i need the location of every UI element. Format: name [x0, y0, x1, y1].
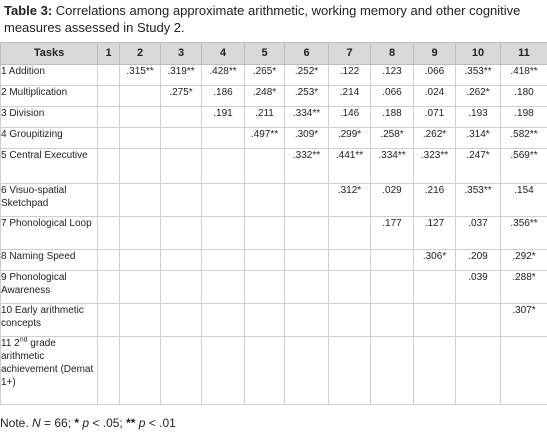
correlation-cell [202, 149, 245, 184]
correlation-cell [120, 149, 161, 184]
correlation-cell [371, 337, 414, 405]
correlation-cell: .309* [285, 128, 329, 149]
correlation-cell: .177 [371, 217, 414, 250]
correlation-cell: .066 [414, 65, 456, 86]
correlation-cell: .319** [161, 65, 202, 86]
correlation-cell [98, 271, 120, 304]
correlation-cell [329, 304, 371, 337]
correlation-cell: .039 [456, 271, 501, 304]
correlation-cell [98, 337, 120, 405]
task-label: 2 Multiplication [1, 86, 98, 107]
correlation-cell [202, 271, 245, 304]
correlation-cell [120, 184, 161, 217]
correlation-cell: .248* [245, 86, 285, 107]
table-caption [4, 2, 544, 36]
note-p2-label: p [135, 416, 146, 430]
task-label: 8 Naming Speed [1, 250, 98, 271]
correlation-cell [120, 128, 161, 149]
correlation-cell [98, 250, 120, 271]
correlation-cell: .323** [414, 149, 456, 184]
correlation-cell: .353** [456, 65, 501, 86]
correlation-cell [120, 271, 161, 304]
correlation-cell: .122 [329, 65, 371, 86]
correlation-cell: .180 [501, 86, 547, 107]
correlation-cell: .127 [414, 217, 456, 250]
correlation-cell [120, 250, 161, 271]
table-note [0, 416, 176, 430]
correlation-cell: .262* [456, 86, 501, 107]
correlation-cell [161, 217, 202, 250]
correlation-cell: .209 [456, 250, 501, 271]
task-label: 5 Central Executive [1, 149, 98, 184]
correlation-cell [245, 250, 285, 271]
correlation-cell: .582** [501, 128, 547, 149]
note-star2: ** [126, 416, 136, 430]
correlation-cell: .428** [202, 65, 245, 86]
correlation-cell: .497** [245, 128, 285, 149]
header-col-2: 2 [120, 43, 161, 65]
correlation-cell [329, 250, 371, 271]
correlation-cell: .441** [329, 149, 371, 184]
correlation-cell [202, 184, 245, 217]
correlation-cell: .193 [456, 107, 501, 128]
correlation-cell: .186 [202, 86, 245, 107]
correlation-cell: .315** [120, 65, 161, 86]
correlation-cell: .188 [371, 107, 414, 128]
correlation-cell: .252* [285, 65, 329, 86]
task-label: 1 Addition [1, 65, 98, 86]
correlation-cell [161, 149, 202, 184]
correlation-cell: .253* [285, 86, 329, 107]
correlation-cell: .037 [456, 217, 501, 250]
table-row [1, 184, 547, 217]
correlation-cell [285, 337, 329, 405]
correlation-cell [501, 337, 547, 405]
correlation-cell [98, 107, 120, 128]
correlation-cell: .334** [285, 107, 329, 128]
correlation-cell: .123 [371, 65, 414, 86]
correlation-cell [285, 271, 329, 304]
correlation-cell [161, 337, 202, 405]
correlation-cell [329, 337, 371, 405]
header-col-7: 7 [329, 43, 371, 65]
task-label: 4 Groupitizing [1, 128, 98, 149]
correlation-cell [98, 304, 120, 337]
correlation-cell: .299* [329, 128, 371, 149]
correlation-cell: .211 [245, 107, 285, 128]
correlation-cell: .275* [161, 86, 202, 107]
correlation-cell: .356** [501, 217, 547, 250]
table-row [1, 107, 547, 128]
correlation-cell: .569** [501, 149, 547, 184]
correlation-cell [285, 304, 329, 337]
header-col-11: 11 [501, 43, 547, 65]
correlation-cell: .334** [371, 149, 414, 184]
note-n-rest: = 66; [40, 416, 75, 430]
table-row [1, 337, 547, 405]
correlation-cell: .258* [371, 128, 414, 149]
correlation-cell [202, 337, 245, 405]
header-col-10: 10 [456, 43, 501, 65]
correlation-cell [329, 217, 371, 250]
note-n-label: N [32, 416, 41, 430]
correlation-cell [202, 250, 245, 271]
correlation-cell [456, 304, 501, 337]
correlation-cell: .146 [329, 107, 371, 128]
header-col-4: 4 [202, 43, 245, 65]
correlation-cell [120, 217, 161, 250]
correlation-cell: .265* [245, 65, 285, 86]
correlation-cell: .353** [456, 184, 501, 217]
header-col-9: 9 [414, 43, 456, 65]
correlation-cell: .332** [285, 149, 329, 184]
table-row [1, 86, 547, 107]
note-p1-rest: < .05; [89, 416, 127, 430]
correlation-cell [285, 217, 329, 250]
correlation-cell [245, 337, 285, 405]
correlation-cell: .214 [329, 86, 371, 107]
correlation-cell [161, 107, 202, 128]
correlation-cell [98, 65, 120, 86]
correlation-cell [98, 184, 120, 217]
task-label: 6 Visuo-spatial Sketchpad [1, 184, 98, 217]
correlation-cell [245, 217, 285, 250]
table-row [1, 149, 547, 184]
correlation-cell [202, 128, 245, 149]
correlation-cell [285, 250, 329, 271]
note-star1: * [74, 416, 80, 430]
correlation-cell [120, 304, 161, 337]
header-tasks: Tasks [1, 43, 98, 65]
table-row [1, 65, 547, 86]
correlation-cell [98, 149, 120, 184]
task-label: 10 Early arithmetic concepts [1, 304, 98, 337]
correlation-cell: .307* [501, 304, 547, 337]
correlation-cell [456, 337, 501, 405]
correlation-cell [161, 128, 202, 149]
correlation-cell [371, 271, 414, 304]
caption-text: Correlations among approximate arithmetic, working memory and other cognitive measures assessed in Study 2. [4, 3, 521, 35]
correlation-cell [161, 250, 202, 271]
correlation-cell: .292* [501, 250, 547, 271]
correlation-cell [245, 271, 285, 304]
table-header-row [1, 43, 547, 65]
table-row [1, 250, 547, 271]
caption-label: Table 3: [4, 3, 53, 18]
header-col-1: 1 [98, 43, 120, 65]
correlation-cell [245, 304, 285, 337]
correlation-cell [202, 304, 245, 337]
correlation-cell: .247* [456, 149, 501, 184]
correlation-cell: .306* [414, 250, 456, 271]
correlation-cell: .154 [501, 184, 547, 217]
correlation-cell [414, 271, 456, 304]
correlation-cell [98, 128, 120, 149]
correlation-cell [161, 184, 202, 217]
correlation-cell: .216 [414, 184, 456, 217]
table-row [1, 128, 547, 149]
correlation-cell [202, 217, 245, 250]
task-label [1, 337, 98, 405]
correlation-cell [120, 86, 161, 107]
correlation-cell: .191 [202, 107, 245, 128]
correlation-table [0, 42, 547, 405]
correlation-cell: .024 [414, 86, 456, 107]
header-col-6: 6 [285, 43, 329, 65]
correlation-cell: .312* [329, 184, 371, 217]
correlation-cell [329, 271, 371, 304]
correlation-cell: .262* [414, 128, 456, 149]
correlation-cell [161, 271, 202, 304]
table-body [1, 65, 547, 405]
table-row [1, 217, 547, 250]
correlation-cell [371, 250, 414, 271]
correlation-cell: .071 [414, 107, 456, 128]
task-label: 3 Division [1, 107, 98, 128]
task-label-rest: grade arithmetic achievement (Demat 1+) [1, 338, 94, 388]
table-row [1, 304, 547, 337]
correlation-cell [414, 304, 456, 337]
correlation-cell [98, 217, 120, 250]
correlation-cell: .288* [501, 271, 547, 304]
task-label: 9 Phonological Awareness [1, 271, 98, 304]
correlation-cell [414, 337, 456, 405]
header-col-3: 3 [161, 43, 202, 65]
correlation-cell: .066 [371, 86, 414, 107]
correlation-cell [120, 107, 161, 128]
table-row [1, 271, 547, 304]
correlation-cell [371, 304, 414, 337]
note-p1-label: p [79, 416, 90, 430]
correlation-cell: .198 [501, 107, 547, 128]
correlation-cell [245, 149, 285, 184]
correlation-cell [98, 86, 120, 107]
header-col-8: 8 [371, 43, 414, 65]
task-label-superscript: nd [19, 336, 28, 344]
correlation-cell [245, 184, 285, 217]
note-prefix: Note. [0, 416, 33, 430]
correlation-cell: .029 [371, 184, 414, 217]
correlation-cell [161, 304, 202, 337]
correlation-cell: .314* [456, 128, 501, 149]
task-label: 7 Phonological Loop [1, 217, 98, 250]
task-label-number: 11 2 [1, 338, 20, 349]
header-col-5: 5 [245, 43, 285, 65]
correlation-cell [285, 184, 329, 217]
correlation-cell [120, 337, 161, 405]
correlation-cell: .418** [501, 65, 547, 86]
note-p2-rest: < .01 [145, 416, 176, 430]
